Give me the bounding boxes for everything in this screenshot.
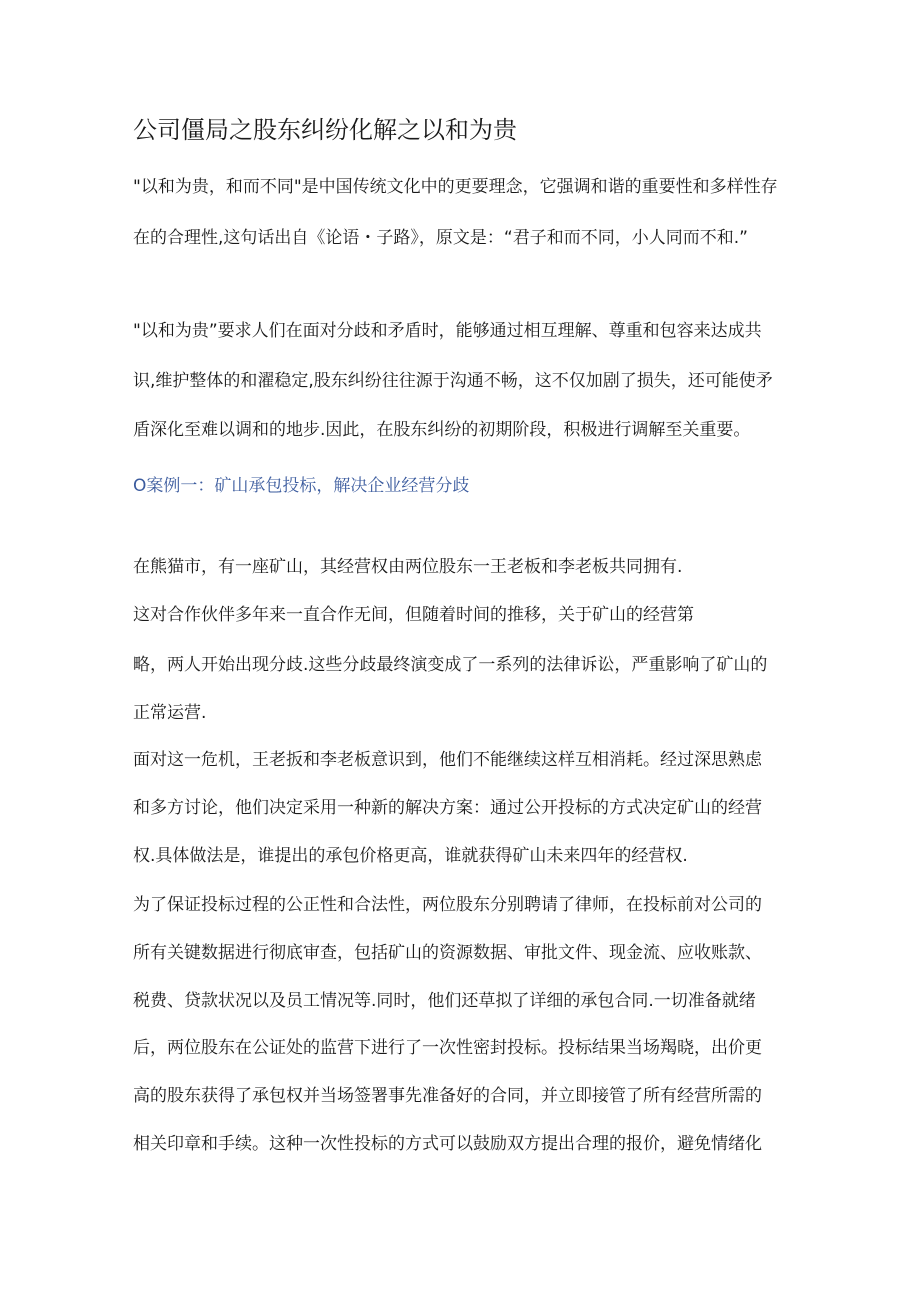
paragraph-5-line-6: 相关印章和手续。这种一次性投标的方式可以鼓励双方提出合理的报价，避免情绪化 (133, 1134, 762, 1154)
paragraph-2-line-1: "以和为贵”要求人们在面对分歧和矛盾时，能够通过相互理解、尊重和包容来达成共 (133, 321, 762, 341)
paragraph-3-line-4: 正常运营. (133, 703, 207, 723)
paragraph-2-line-2: 识,维护整体的和濯稳定,股东纠纷往往源于沟通不畅，这不仅加剧了损失，还可能使矛 (133, 371, 773, 391)
paragraph-1-line-2: 在的合理性,这句话出自《论语・子路》，原文是：“君子和而不同，小人同而不和.” (133, 228, 748, 248)
paragraph-1-line-1: "以和为贵，和而不同"是中国传统文化中的更要理念，它强调和谐的重要性和多样性存 (133, 177, 778, 197)
page-title: 公司僵局之股东纠纷化解之以和为贵 (133, 116, 517, 144)
case-heading: O案例一：矿山承包投标，解决企业经营分歧 (133, 476, 470, 496)
paragraph-5-line-2: 所有关键数据进行彻底审查，包括矿山的资源数据、审批文件、现金流、应收账款、 (133, 943, 762, 963)
paragraph-3-line-3: 略，两人开始出现分歧.这些分歧最终演变成了一系列的法律诉讼，严重影响了矿山的 (133, 655, 768, 675)
paragraph-4-line-2: 和多方讨论，他们决定采用一种新的解决方案：通过公开投标的方式决定矿山的经营 (133, 798, 762, 818)
paragraph-5-line-5: 高的股东获得了承包权并当场签署事先准备好的合同，并立即接管了所有经营所需的 (133, 1086, 762, 1106)
paragraph-5-line-4: 后，两位股东在公证处的监营下进行了一次性密封投标。投标结果当场羯晓，出价更 (133, 1038, 762, 1058)
paragraph-2-line-3: 盾深化至难以调和的地步.因此，在股东纠纷的初期阶段，积极进行调解至关重要。 (133, 420, 751, 440)
paragraph-5-line-3: 税费、贷款状况以及员工情况等.同时，他们还草拟了详细的承包合同.一切准备就绪 (133, 991, 756, 1011)
paragraph-3-line-1: 在熊猫市，有一座矿山，其经营权由两位股东一王老板和李老板共同拥有. (133, 557, 683, 577)
paragraph-3-line-2: 这对合作伙伴多年来一直合作无间，但随着时间的推移，关于矿山的经营第 (133, 605, 694, 625)
paragraph-4-line-3: 权.具体做法是，谁提出的承包价格更高，谁就获得矿山未来四年的经营权. (133, 846, 688, 866)
paragraph-4-line-1: 面对这一危机，王老扳和李老板意识到，他们不能继续这样互相消耗。经过深思熟虑 (133, 750, 762, 770)
paragraph-5-line-1: 为了保证投标过程的公正性和合法性，两位股东分别聘请了律师，在投标前对公司的 (133, 895, 762, 915)
